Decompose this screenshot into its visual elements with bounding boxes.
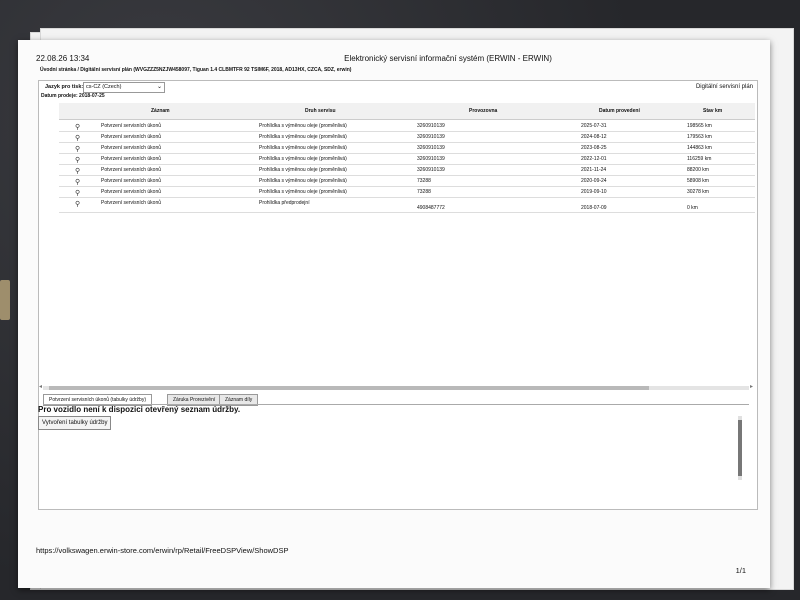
row-record: Potvrzení servisních úkonů: [101, 134, 162, 140]
row-service-type: Prohlídka s výměnou oleje (proměnlivá): [259, 156, 347, 162]
scroll-left-icon[interactable]: ◂: [39, 384, 43, 390]
magnifier-icon[interactable]: ⚲: [75, 190, 81, 197]
row-mileage: 58908 km: [687, 178, 709, 184]
scrollbar-thumb[interactable]: [738, 420, 742, 476]
row-mileage: 116259 km: [687, 156, 712, 162]
table-row[interactable]: [59, 143, 755, 154]
row-operator: 3260910139: [417, 167, 445, 173]
table-header: [59, 103, 755, 120]
row-operator: 3260910139: [417, 134, 445, 140]
row-operator: 3260910139: [417, 123, 445, 129]
col-service-type[interactable]: Druh servisu: [305, 108, 336, 114]
table-row[interactable]: [59, 198, 755, 213]
scroll-right-icon[interactable]: ▸: [749, 384, 753, 390]
col-operator[interactable]: Provozovna: [469, 108, 498, 114]
row-record: Potvrzení servisních úkonů: [101, 178, 162, 184]
table-row[interactable]: [59, 187, 755, 198]
row-service-type: Prohlídka s výměnou oleje (proměnlivá): [259, 178, 347, 184]
row-operator: 3260910139: [417, 145, 445, 151]
sale-date: Datum prodeje: 2018-07-25: [41, 93, 105, 99]
row-mileage: 0 km: [687, 205, 698, 211]
row-record: Potvrzení servisních úkonů: [101, 156, 162, 162]
magnifier-icon[interactable]: ⚲: [75, 157, 81, 164]
row-mileage: 179563 km: [687, 134, 712, 140]
row-mileage: 198565 km: [687, 123, 712, 129]
row-service-type: Prohlídka s výměnou oleje (proměnlivá): [259, 123, 347, 129]
table-row[interactable]: [59, 121, 755, 132]
magnifier-icon[interactable]: ⚲: [75, 135, 81, 142]
row-service-type: Prohlídka s výměnou oleje (proměnlivá): [259, 134, 347, 140]
row-record: Potvrzení servisních úkonů: [101, 189, 162, 195]
no-plan-message: Pro vozidlo není k dispozici otevřený seznam údržby.: [38, 405, 241, 414]
row-date: 2021-11-24: [581, 167, 607, 173]
magnifier-icon[interactable]: ⚲: [75, 146, 81, 153]
horizontal-scrollbar[interactable]: [39, 384, 753, 390]
print-language-value: cs-CZ (Czech): [86, 84, 122, 90]
printed-page: [18, 40, 770, 588]
row-operator: 73288: [417, 189, 431, 195]
magnifier-icon[interactable]: ⚲: [75, 168, 81, 175]
row-mileage: 144863 km: [687, 145, 712, 151]
scrollbar-thumb[interactable]: [49, 386, 649, 390]
row-date: 2018-07-09: [581, 205, 607, 211]
col-record[interactable]: Záznam: [151, 108, 170, 114]
row-date: 2019-09-10: [581, 189, 607, 195]
create-maintenance-table-button[interactable]: Vytvoření tabulky údržby: [38, 416, 111, 430]
print-language-label: Jazyk pro tisk:: [45, 84, 84, 90]
row-date: 2023-08-25: [581, 145, 607, 151]
magnifier-icon[interactable]: ⚲: [75, 201, 81, 208]
row-record: Potvrzení servisních úkonů: [101, 123, 162, 129]
chevron-down-icon: ⌄: [156, 84, 162, 90]
row-service-type: Prohlídka předprodejní: [259, 200, 310, 206]
binder-clip: [0, 280, 10, 320]
table-row[interactable]: [59, 176, 755, 187]
row-date: 2022-12-01: [581, 156, 607, 162]
row-mileage: 88200 km: [687, 167, 709, 173]
vertical-scrollbar[interactable]: [738, 416, 742, 480]
row-record: Potvrzení servisních úkonů: [101, 145, 162, 151]
print-datetime: 22.08.26 13:34: [36, 54, 90, 63]
table-row[interactable]: [59, 132, 755, 143]
content-frame: [38, 80, 758, 510]
col-mileage[interactable]: Stav km: [703, 108, 723, 114]
page-number: 1/1: [735, 566, 746, 575]
row-date: 2024-08-12: [581, 134, 607, 140]
row-record: Potvrzení servisních úkonů: [101, 167, 162, 173]
row-mileage: 30278 km: [687, 189, 709, 195]
row-service-type: Prohlídka s výměnou oleje (proměnlivá): [259, 167, 347, 173]
magnifier-icon[interactable]: ⚲: [75, 124, 81, 131]
breadcrumb[interactable]: Úvodní stránka / Digitální servisní plán (WVGZZZ5NZJW458097, Tiguan 1.4 CLBMTFR 92 TSIM6F, 2018, AD13HX, CZCA, SDZ, erwin): [40, 67, 352, 73]
col-date[interactable]: Datum provedení: [599, 108, 640, 114]
row-operator: 4908487772: [417, 205, 445, 211]
row-operator: 73288: [417, 178, 431, 184]
row-service-type: Prohlídka s výměnou oleje (proměnlivá): [259, 189, 347, 195]
table-row[interactable]: [59, 165, 755, 176]
tab-service-confirmations[interactable]: Potvrzení servisních úkonů (tabulky údržby): [43, 394, 152, 406]
page-title: Elektronický servisní informační systém (ERWIN - ERWIN): [344, 54, 552, 63]
row-date: 2020-09-24: [581, 178, 607, 184]
magnifier-icon[interactable]: ⚲: [75, 179, 81, 186]
print-language-select[interactable]: [83, 82, 165, 93]
tab-corrosion-warranty[interactable]: Záruka Prorezivění: [167, 394, 221, 406]
digital-plan-label: Digitální servisní plán: [695, 84, 753, 90]
row-record: Potvrzení servisních úkonů: [101, 200, 162, 206]
page-url: https://volkswagen.erwin-store.com/erwin/rp/Retail/FreeDSPView/ShowDSP: [36, 546, 289, 555]
row-date: 2025-07-31: [581, 123, 607, 129]
row-service-type: Prohlídka s výměnou oleje (proměnlivá): [259, 145, 347, 151]
row-operator: 3260910139: [417, 156, 445, 162]
tab-parts-record[interactable]: Záznam díly: [219, 394, 258, 406]
table-row[interactable]: [59, 154, 755, 165]
